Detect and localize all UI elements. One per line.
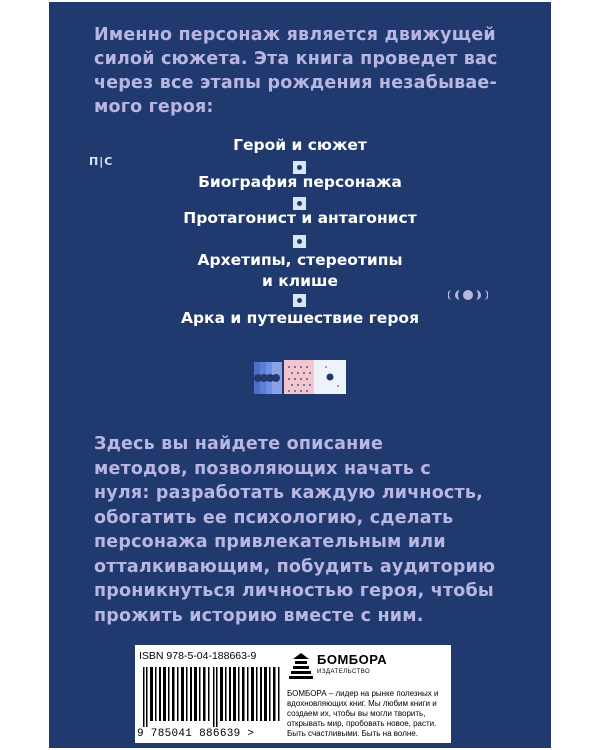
book-back-cover [49,2,551,748]
dot-connector-icon [293,294,306,307]
isbn-label: ISBN 978-5-04-188663-9 [139,650,257,662]
book-pages-icon [254,358,348,398]
moon-phases-icon [448,289,488,301]
bombora-logo-icon [289,651,313,679]
dot-connector-icon [293,235,306,248]
side-mark-left: П|С [89,155,114,168]
barcode-panel [135,645,305,743]
stage-2: Биография персонажа [198,173,402,191]
barcode-icon [141,667,301,727]
publisher-name: БОМБОРА [317,652,388,667]
publisher-text: БОМБОРА – лидер на рынке полезных и вдохновляющих книг. Мы любим книги и создаем их, чтобы вы могли творить, открывать мир, пробовать новое, расти. Быть счастливыми. Быть на волне. [287,689,439,738]
barcode-digits: 9 785041 886639 > [137,728,255,740]
stage-5: Арка и путешествие героя [180,309,420,327]
description-text: Здесь вы найдете описание методов, позволяющих начать с нуля: разработать каждую личность, обогатить ее психологию, сделать персонажа привлекательным или отталкивающим, побудить аудиторию проникнуться личностью героя, чтобы прожить историю вместе с ним. [94,434,496,626]
stage-1: Герой и сюжет [233,136,367,154]
intro-text: Именно персонаж является движущей силой сюжета. Эта книга проведет вас через все этапы рождения незабывае- мого героя: [94,25,498,117]
publisher-panel [281,645,451,743]
stage-4: Архетипы, стереотипы и клише [197,251,403,290]
stage-3: Протагонист и антагонист [183,209,417,227]
publisher-subtitle: ИЗДАТЕЛЬСТВО [317,669,371,675]
